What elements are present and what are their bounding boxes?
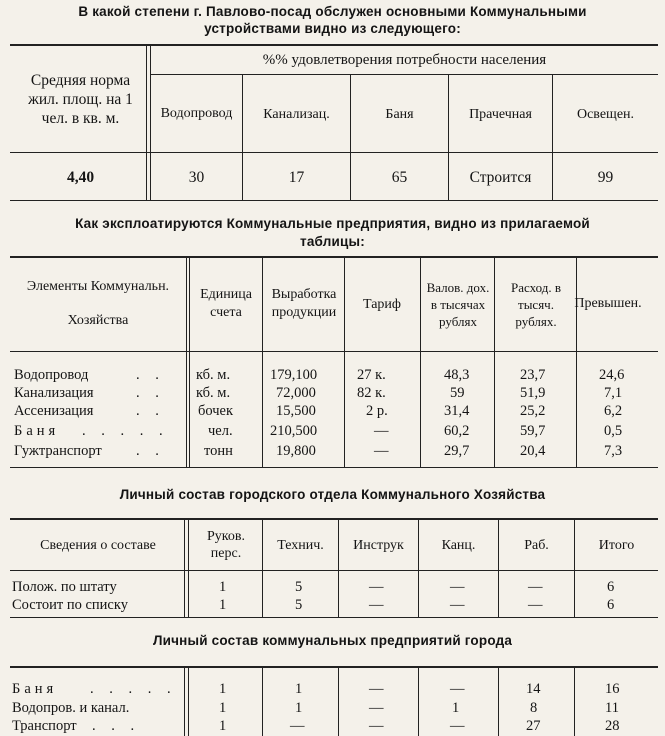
cell-technical: 5 [295,579,303,595]
cell-unit: тонн [204,443,233,459]
col-gross-income: Валов. дох. в тысячах рублях [426,279,490,329]
cell-total: 16 [605,681,620,697]
col-expense: Расход. в тысяч. рублях. [511,279,561,329]
cell-management: 1 [219,597,227,613]
col-bath: Баня [385,106,414,122]
cell-office: — [450,579,465,595]
cell-gross: 60,2 [444,423,470,439]
cell-technical: 5 [295,597,303,613]
cell-expense: 25,2 [520,403,546,419]
cell-total: 11 [605,700,619,716]
cell-instructors: — [369,597,384,613]
cell-expense: 59,7 [520,423,546,439]
cell-management: 1 [219,700,227,716]
cell-technical: 1 [295,700,303,716]
col-staff-info: Сведения о составе [40,537,156,553]
col-management: Руков. перс. [207,529,245,561]
cell-tariff: 82 к. [357,385,386,401]
cell-expense: 51,9 [520,385,546,401]
cell-unit: бочек [198,403,234,419]
cell-office: 1 [452,700,460,716]
cell-housing-norm: 4,40 [66,168,95,186]
cell-gross: 31,4 [444,403,470,419]
col-tariff: Тариф [363,296,401,312]
row-name: Канализация [14,385,94,401]
heading-1-line-1: В какой степени г. Павлово-посад обслужен основными Коммунальными [78,4,587,19]
cell-unit: кб. м. [196,367,231,383]
cell-output: 210,500 [270,423,318,439]
cell-bath: 65 [391,168,408,186]
cell-output: 19,800 [276,443,316,459]
cell-expense: 23,7 [520,367,546,383]
cell-workers: — [528,579,543,595]
heading-2-line-2: таблицы: [300,234,365,249]
table-enterprise-staff: Баня . . . . . 1 1 — — 14 16 Водопров. и канал. 1 1 — 1 8 11 Транспорт . . . 1 — — — 27 28 [0,0,665,736]
col-unit: Единица счета [200,287,252,320]
col-workers: Раб. [524,537,549,553]
cell-unit: кб. м. [196,385,231,401]
col-laundry: Прачечная [469,106,532,122]
cell-laundry: Строится [469,168,532,186]
cell-tariff: 27 к. [357,367,386,383]
col-communal-elements: Элементы Коммунальн. Хозяйства [26,279,170,328]
cell-workers: — [528,597,543,613]
row-name: Состоит по списку [12,597,128,613]
cell-total: 28 [605,718,620,734]
cell-excess: 6,2 [604,403,623,419]
row-name: Баня [14,423,60,439]
col-technical: Технич. [277,537,324,553]
cell-workers: 8 [530,700,538,716]
row-name: Гужтранспорт [14,443,102,459]
table-enterprise-operation: Элементы Коммунальн. Хозяйства Единица счета Выработка продукции Тариф Валов. дох. в тысячах рублях Расход. в тысяч. рублях. Превышен. Водопровод . . кб. м. 179,100 27 к. 48,3 23,7 24,6 Канализация . . кб. м. 72,000 82 к. 59 51,9 7,1 Ассенизация . . бочек 15,500 2 р. 31,4 25,2 6,2 Баня . . . . . чел. 210,500 — 60,2 59,7 0,5 Гужтранспорт . . тонн 19,800 — 29,7 20,4 7,3 [0,0,665,736]
heading-4: Личный состав коммунальных предприятий города [152,633,513,648]
cell-excess: 24,6 [599,367,625,383]
col-group-satisfaction: %% удовлетворения потребности населения [262,51,547,68]
cell-lighting: 99 [597,168,614,186]
cell-tariff: — [374,423,389,439]
cell-management: 1 [219,579,227,595]
cell-expense: 20,4 [520,443,546,459]
cell-management: 1 [219,718,227,734]
cell-technical: — [290,718,305,734]
heading-3: Личный состав городского отдела Коммунального Хозяйства [119,487,546,502]
col-water-supply: Водопровод [160,106,233,121]
cell-instructors: — [369,681,384,697]
row-name: Баня [12,681,58,697]
cell-tariff: — [374,443,389,459]
cell-output: 72,000 [276,385,316,401]
cell-office: — [450,718,465,734]
col-total: Итого [598,537,635,553]
col-sewerage: Канализац. [263,106,330,122]
cell-total: 6 [607,597,615,613]
col-average-housing-norm: Средняя норма жил. площ. на 1 чел. в кв. м. [28,71,133,127]
cell-instructors: — [369,579,384,595]
cell-sewerage: 17 [288,168,305,186]
row-name: Транспорт [12,718,77,734]
cell-unit: чел. [208,423,233,439]
cell-instructors: — [369,700,384,716]
cell-total: 6 [607,579,615,595]
col-instructors: Инструк [353,537,404,553]
cell-output: 179,100 [270,367,318,383]
row-name: Полож. по штату [12,579,117,595]
cell-instructors: — [369,718,384,734]
col-excess: Превышен. [574,296,642,311]
cell-workers: 14 [526,681,541,697]
cell-tariff: 2 р. [366,403,388,419]
cell-office: — [450,681,465,697]
col-lighting: Освещен. [576,106,635,122]
cell-gross: 59 [450,385,465,401]
cell-gross: 29,7 [444,443,470,459]
cell-excess: 7,1 [604,385,623,401]
cell-output: 15,500 [276,403,316,419]
cell-office: — [450,597,465,613]
cell-management: 1 [219,681,227,697]
cell-gross: 48,3 [444,367,470,383]
cell-workers: 27 [526,718,541,734]
cell-water-supply: 30 [188,168,205,186]
cell-excess: 0,5 [604,423,623,439]
row-name: Водопров. и канал. [12,700,130,716]
heading-2-line-1: Как эксплоатируются Коммунальные предприятия, видно из прилагаемой [75,216,590,231]
col-output: Выработка продукции [271,287,337,320]
col-office: Канц. [441,537,476,553]
cell-technical: 1 [295,681,303,697]
row-name: Водопровод [14,367,89,383]
heading-1-line-2: устройствами видно из следующего: [204,21,461,36]
cell-excess: 7,3 [604,443,623,459]
row-name: Ассенизация [14,403,94,419]
